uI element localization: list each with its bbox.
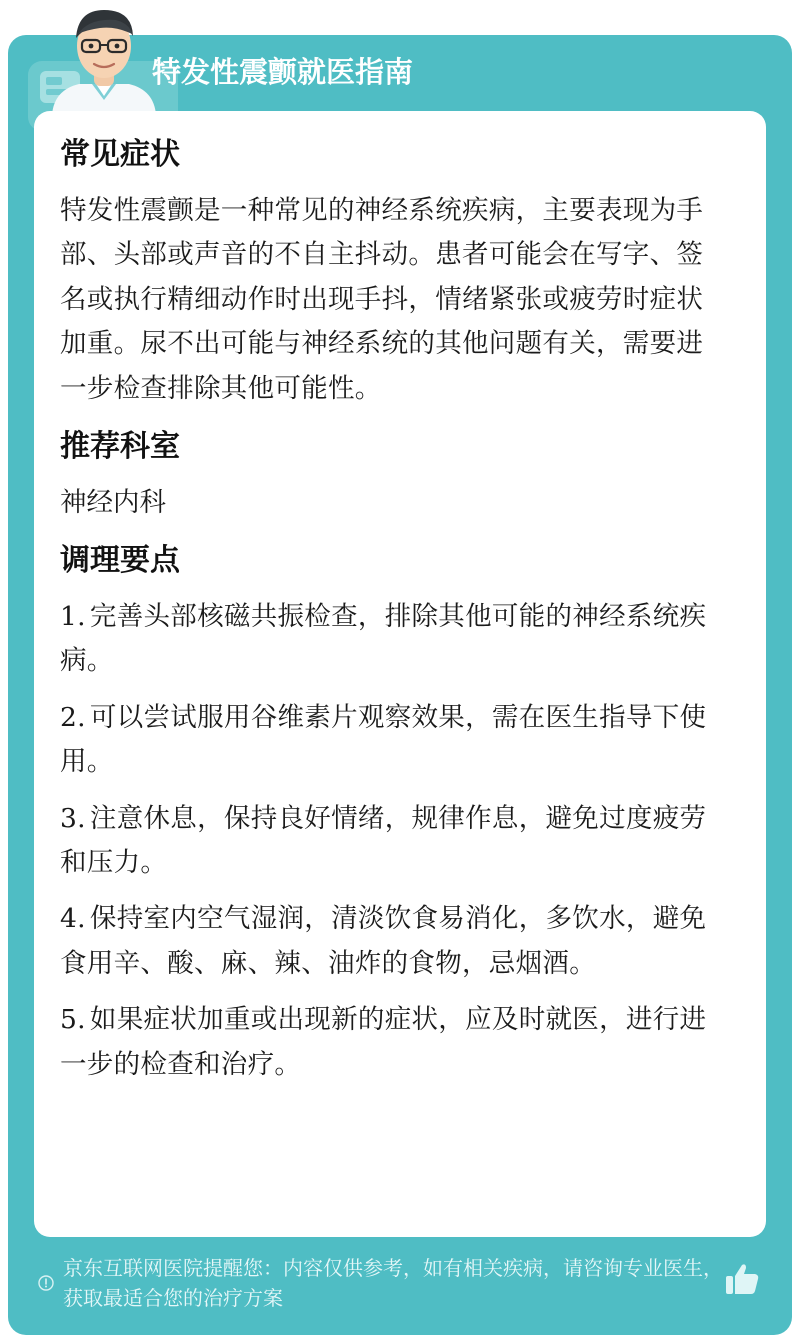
list-item-text: 注意休息，保持良好情绪，规律作息，避免过度疲劳和压力。 <box>60 802 707 879</box>
doctor-avatar <box>44 0 164 115</box>
list-item-number: 1. <box>60 601 86 633</box>
care-list <box>60 595 725 1087</box>
list-item <box>60 595 725 684</box>
list-item-number: 3. <box>60 802 86 834</box>
section-title-care: 调理要点 <box>60 543 180 579</box>
list-item-text: 如果症状加重或出现新的症状，应及时就医，进行进一步的检查和治疗。 <box>60 1004 707 1080</box>
list-item <box>60 998 725 1087</box>
disclaimer-text: 京东互联网医院提醒您：内容仅供参考，如有相关疾病，请咨询专业医生，获取最适合您的治疗方案 <box>63 1256 723 1310</box>
list-item <box>60 897 725 986</box>
list-item <box>60 797 725 886</box>
list-item-number: 4. <box>60 903 86 935</box>
list-item-text: 完善头部核磁共振检查，排除其他可能的神经系统疾病。 <box>60 601 707 677</box>
card-content <box>60 133 725 1099</box>
page-title: 特发性震颤就医指南 <box>152 55 414 89</box>
department-value: 神经内科 <box>60 487 166 519</box>
section-title-department: 推荐科室 <box>60 429 180 465</box>
list-item <box>60 696 725 785</box>
list-item-number: 5. <box>60 1004 86 1036</box>
section-title-symptoms: 常见症状 <box>60 137 180 172</box>
list-item-text: 可以尝试服用谷维素片观察效果，需在医生指导下使用。 <box>60 701 707 778</box>
content-card <box>34 111 766 1237</box>
thumbs-up-icon[interactable] <box>724 1262 760 1296</box>
list-item-text: 保持室内空气湿润，清淡饮食易消化，多饮水，避免食用辛、酸、麻、辣、油炸的食物，忌烟酒。 <box>60 903 707 979</box>
info-circle-icon <box>38 1275 54 1291</box>
list-item-number: 2. <box>60 701 86 733</box>
symptoms-body: 特发性震颤是一种常见的神经系统疾病，主要表现为手部、头部或声音的不自主抖动。患者可能会在写字、签名或执行精细动作时出现手抖，情绪紧张或疲劳时症状加重。尿不出可能与神经系统的其他问题有关，需要进一步检查排除其他可能性。 <box>60 195 704 404</box>
